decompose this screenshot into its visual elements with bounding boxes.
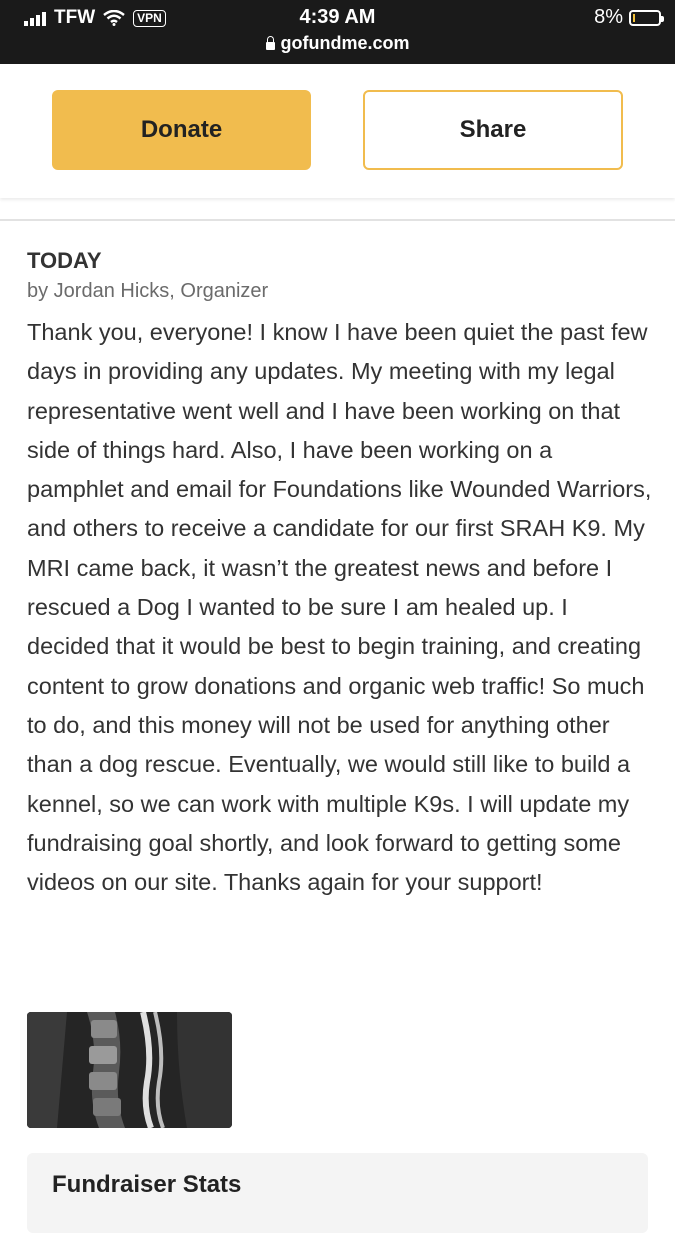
update-post [27, 248, 652, 902]
url-text: gofundme.com [280, 33, 410, 53]
battery-icon [629, 10, 661, 26]
status-right [594, 6, 661, 29]
update-date: TODAY [27, 248, 102, 273]
action-bar [0, 64, 675, 198]
stats-title: Fundraiser Stats [52, 1171, 242, 1198]
divider [0, 219, 675, 221]
update-body: Thank you, everyone! I know I have been quiet the past few days in providing any updates. My meeting with my legal representative went well and I have been working on that side of things hard. Also, I have been working on a pamphlet and email for Foundations like Wounded Warriors, and others to receive a candidate for our first SRAH K9. My MRI came back, it wasn’t the greatest news and before I rescued a Dog I wanted to be sure I am healed up. I decided that it would be best to begin training, and creating content to grow donations and organic web traffic! So much to do, and this money will not be used for anything other than a dog rescue. Eventually, we would still like to build a kennel, so we can work with multiple K9s. I will update my fundraising goal shortly, and look forward to getting some videos on our site. Thanks again for your support! [27, 319, 652, 896]
carrier-label: TFW [54, 7, 96, 28]
mri-image[interactable] [27, 1012, 232, 1128]
fundraiser-stats-card [27, 1153, 648, 1233]
update-byline: by Jordan Hicks, Organizer [27, 280, 269, 302]
address-bar[interactable] [0, 33, 675, 54]
share-button[interactable]: Share [363, 90, 623, 170]
donate-button[interactable]: Donate [52, 90, 311, 170]
clock: 4:39 AM [299, 6, 376, 28]
vpn-badge: VPN [133, 10, 166, 27]
battery-percent: 8% [594, 6, 623, 28]
status-bar [0, 0, 675, 64]
lock-icon [266, 42, 275, 50]
mri-scan-graphic [27, 1012, 232, 1128]
